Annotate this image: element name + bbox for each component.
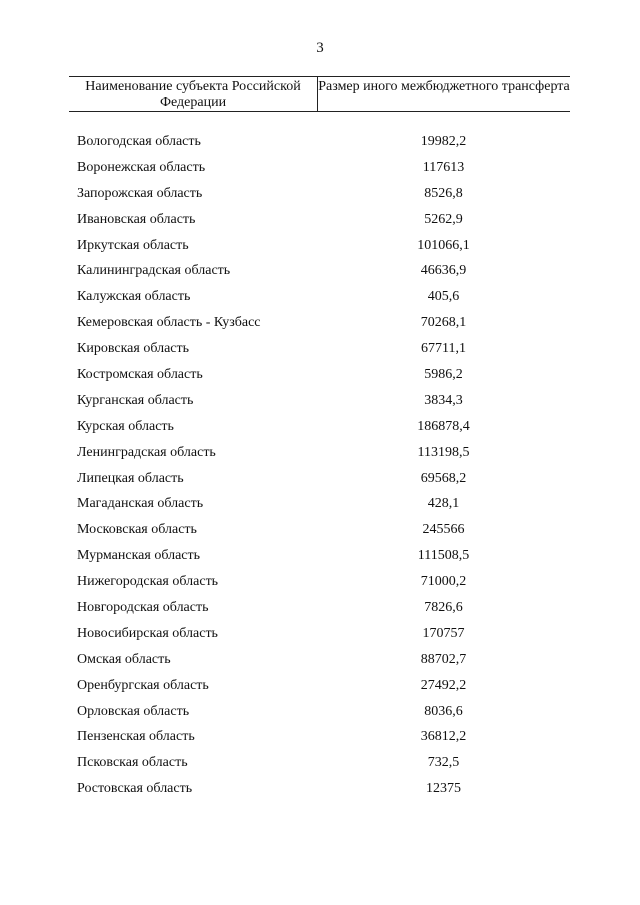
table-row [69, 750, 570, 776]
transfer-amount: 101066,1 [417, 237, 470, 253]
region-name: Костромская область [77, 366, 203, 382]
transfer-amount: 67711,1 [421, 341, 466, 357]
table-row [69, 440, 570, 466]
region-name: Запорожская область [77, 185, 203, 201]
region-name: Магаданская область [77, 496, 204, 512]
transfer-amount: 70268,1 [420, 315, 467, 331]
region-name: Псковская область [77, 755, 188, 771]
region-name: Ленинградская область [77, 444, 216, 460]
header-region: Наименование субъекта Российской Федерации [69, 77, 318, 111]
table-row [69, 310, 570, 336]
region-name: Калининградская область [77, 263, 231, 279]
transfer-amount: 46636,9 [420, 263, 467, 279]
transfer-amount: 5986,2 [424, 366, 463, 382]
page-number: 3 [316, 40, 324, 56]
table-row [69, 517, 570, 543]
transfer-amount: 117613 [422, 159, 465, 175]
transfer-amount: 7826,6 [424, 599, 463, 615]
table-row [69, 466, 570, 492]
region-name: Курганская область [77, 392, 194, 408]
transfer-amount: 186878,4 [417, 418, 470, 434]
region-name: Новгородская область [77, 599, 209, 615]
table-row [69, 724, 570, 750]
table-row [69, 699, 570, 725]
region-name: Вологодская область [77, 133, 201, 149]
transfer-amount: 405,6 [427, 289, 460, 305]
transfer-amount: 3834,3 [424, 392, 463, 408]
table-body [69, 129, 570, 802]
table-header [69, 76, 570, 112]
region-name: Иркутская область [77, 237, 189, 253]
table-row [69, 233, 570, 259]
table-row [69, 595, 570, 621]
transfer-amount: 71000,2 [420, 574, 467, 590]
table-row [69, 258, 570, 284]
region-name: Омская область [77, 651, 171, 667]
transfer-amount: 732,5 [427, 755, 460, 771]
region-name: Липецкая область [77, 470, 184, 486]
transfer-amount: 19982,2 [420, 133, 467, 149]
transfer-amount: 170757 [422, 625, 465, 641]
table-row [69, 181, 570, 207]
transfer-table [69, 76, 570, 802]
table-row [69, 569, 570, 595]
table-row [69, 155, 570, 181]
transfer-amount: 111508,5 [417, 548, 470, 564]
region-name: Мурманская область [77, 548, 201, 564]
region-name: Воронежская область [77, 159, 206, 175]
table-row [69, 207, 570, 233]
transfer-amount: 69568,2 [420, 470, 467, 486]
transfer-amount: 8526,8 [424, 185, 463, 201]
region-name: Ростовская область [77, 781, 193, 797]
region-name: Орловская область [77, 703, 190, 719]
transfer-amount: 88702,7 [420, 651, 467, 667]
region-name: Новосибирская область [77, 625, 218, 641]
region-name: Кировская область [77, 341, 190, 357]
table-row [69, 543, 570, 569]
transfer-amount: 27492,2 [420, 677, 467, 693]
region-name: Кемеровская область - Кузбасс [77, 315, 261, 331]
table-row [69, 414, 570, 440]
transfer-amount: 12375 [426, 781, 461, 797]
region-name: Ивановская область [77, 211, 196, 227]
transfer-amount: 5262,9 [424, 211, 463, 227]
region-name: Курская область [77, 418, 174, 434]
table-row [69, 129, 570, 155]
table-row [69, 362, 570, 388]
table-row [69, 647, 570, 673]
transfer-amount: 113198,5 [417, 444, 470, 460]
table-row [69, 673, 570, 699]
header-amount: Размер иного межбюджетного трансферта [318, 79, 570, 94]
table-row [69, 284, 570, 310]
transfer-amount: 428,1 [427, 496, 460, 512]
region-name: Нижегородская область [77, 574, 219, 590]
region-name: Пензенская область [77, 729, 195, 745]
transfer-amount: 8036,6 [424, 703, 463, 719]
transfer-amount: 36812,2 [420, 729, 467, 745]
table-row [69, 388, 570, 414]
table-row [69, 776, 570, 802]
table-row [69, 491, 570, 517]
table-row [69, 621, 570, 647]
region-name: Оренбургская область [77, 677, 209, 693]
region-name: Калужская область [77, 289, 191, 305]
transfer-amount: 245566 [422, 522, 465, 538]
table-row [69, 336, 570, 362]
region-name: Московская область [77, 522, 197, 538]
